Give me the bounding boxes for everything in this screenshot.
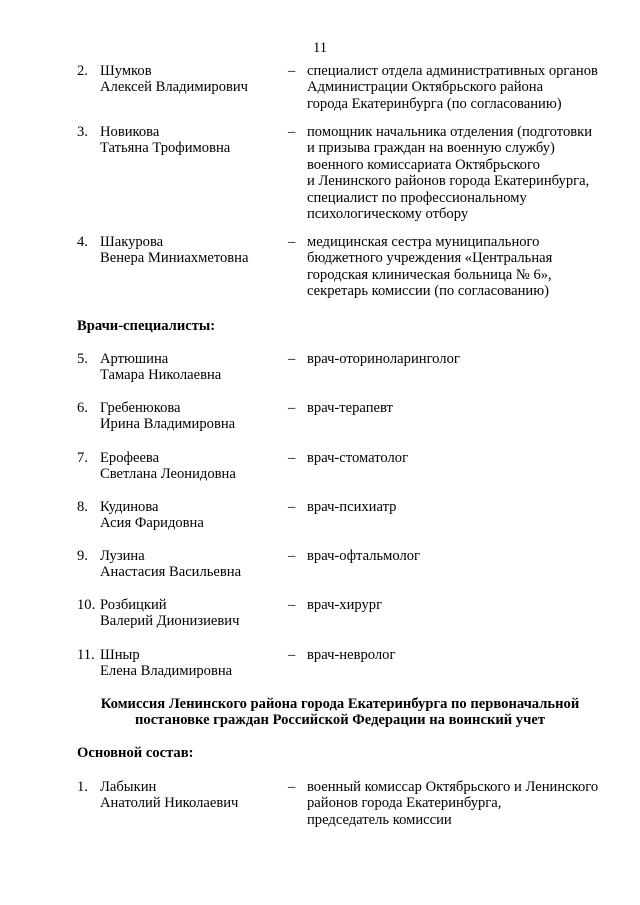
page-number: 11 [312,40,328,56]
entry-number: 9. [77,548,88,564]
commission-title-line: постановке граждан Российской Федерации на воинский учет [135,712,545,729]
entry-number: 5. [77,351,88,367]
entry-number: 3. [77,124,88,140]
entry-number: 7. [77,450,88,466]
surname: Кудинова [100,499,159,515]
given-names: Тамара Николаевна [100,367,222,384]
member-name [100,647,280,680]
member-role [307,124,627,222]
surname: Гребенюкова [100,400,181,416]
dash: – [288,499,296,515]
member-name [100,351,280,384]
given-names: Анатолий Николаевич [100,795,239,812]
member-name [100,779,280,812]
member-name [100,499,280,532]
member-name [100,234,280,267]
surname: Артюшина [100,351,169,367]
given-names: Татьяна Трофимовна [100,140,231,157]
dash: – [288,779,296,795]
surname: Ерофеева [100,450,160,466]
member-name [100,400,280,433]
dash: – [288,234,296,250]
role-line: врач-психиатр [307,499,397,515]
given-names: Валерий Дионизиевич [100,613,240,630]
surname: Лузина [100,548,145,564]
entry-number: 10. [77,597,96,613]
member-role [307,779,627,828]
given-names: Елена Владимировна [100,663,233,680]
member-role [307,450,627,466]
surname: Шумков [100,63,152,79]
member-role [307,63,627,112]
section-heading-main: Основной состав: [77,745,194,761]
commission-title [60,696,620,729]
given-names: Венера Миниахметовна [100,250,249,267]
role-line: специалист отдела административных органов [307,63,598,79]
surname: Шакурова [100,234,164,250]
role-line: помощник начальника отделения (подготовки [307,124,593,140]
entry-number: 8. [77,499,88,515]
surname: Шныр [100,647,140,663]
member-name [100,450,280,483]
role-line: врач-офтальмолог [307,548,421,564]
commission-title-line: Комиссия Ленинского района города Екатеринбурга по первоначальной [100,696,580,712]
dash: – [288,63,296,79]
member-role [307,499,627,515]
dash: – [288,647,296,663]
given-names: Ирина Владимировна [100,416,236,433]
role-line: врач-невролог [307,647,396,663]
member-name [100,124,280,157]
dash: – [288,548,296,564]
dash: – [288,450,296,466]
member-role [307,647,627,663]
role-line: районов города Екатеринбурга, [307,795,502,812]
role-line: и призыва граждан на военную службу) [307,140,555,157]
entry-number: 1. [77,779,88,795]
given-names: Алексей Владимирович [100,79,249,96]
role-line: врач-терапевт [307,400,393,416]
role-line: и Ленинского районов города Екатеринбурга, [307,173,590,190]
role-line: городская клиническая больница № 6», [307,266,552,283]
role-line: медицинская сестра муниципального [307,234,540,250]
entry-number: 6. [77,400,88,416]
section-heading-specialists: Врачи-специалисты: [77,318,216,334]
dash: – [288,124,296,140]
given-names: Асия Фаридовна [100,515,204,532]
role-line: военного комиссариата Октябрьского [307,156,540,173]
member-role [307,548,627,564]
dash: – [288,400,296,416]
surname: Розбицкий [100,597,167,613]
role-line: врач-хирург [307,597,383,613]
role-line: председатель комиссии [307,811,452,828]
member-role [307,400,627,416]
dash: – [288,351,296,367]
role-line: врач-оториноларинголог [307,351,460,367]
member-role [307,234,627,300]
given-names: Анастасия Васильевна [100,564,242,581]
member-role [307,351,627,367]
role-line: психологическому отбору [307,206,469,223]
surname: Новикова [100,124,160,140]
role-line: Администрации Октябрьского района [307,79,544,96]
given-names: Светлана Леонидовна [100,466,236,483]
role-line: специалист по профессиональному [307,189,527,206]
member-role [307,597,627,613]
member-name [100,597,280,630]
role-line: военный комиссар Октябрьского и Ленинского [307,779,599,795]
role-line: города Екатеринбурга (по согласованию) [307,95,562,112]
role-line: секретарь комиссии (по согласованию) [307,283,549,300]
surname: Лабыкин [100,779,157,795]
member-name [100,548,280,581]
role-line: врач-стоматолог [307,450,409,466]
entry-number: 2. [77,63,88,79]
member-name [100,63,280,96]
role-line: бюджетного учреждения «Центральная [307,250,553,267]
entry-number: 11. [77,647,95,663]
dash: – [288,597,296,613]
entry-number: 4. [77,234,88,250]
